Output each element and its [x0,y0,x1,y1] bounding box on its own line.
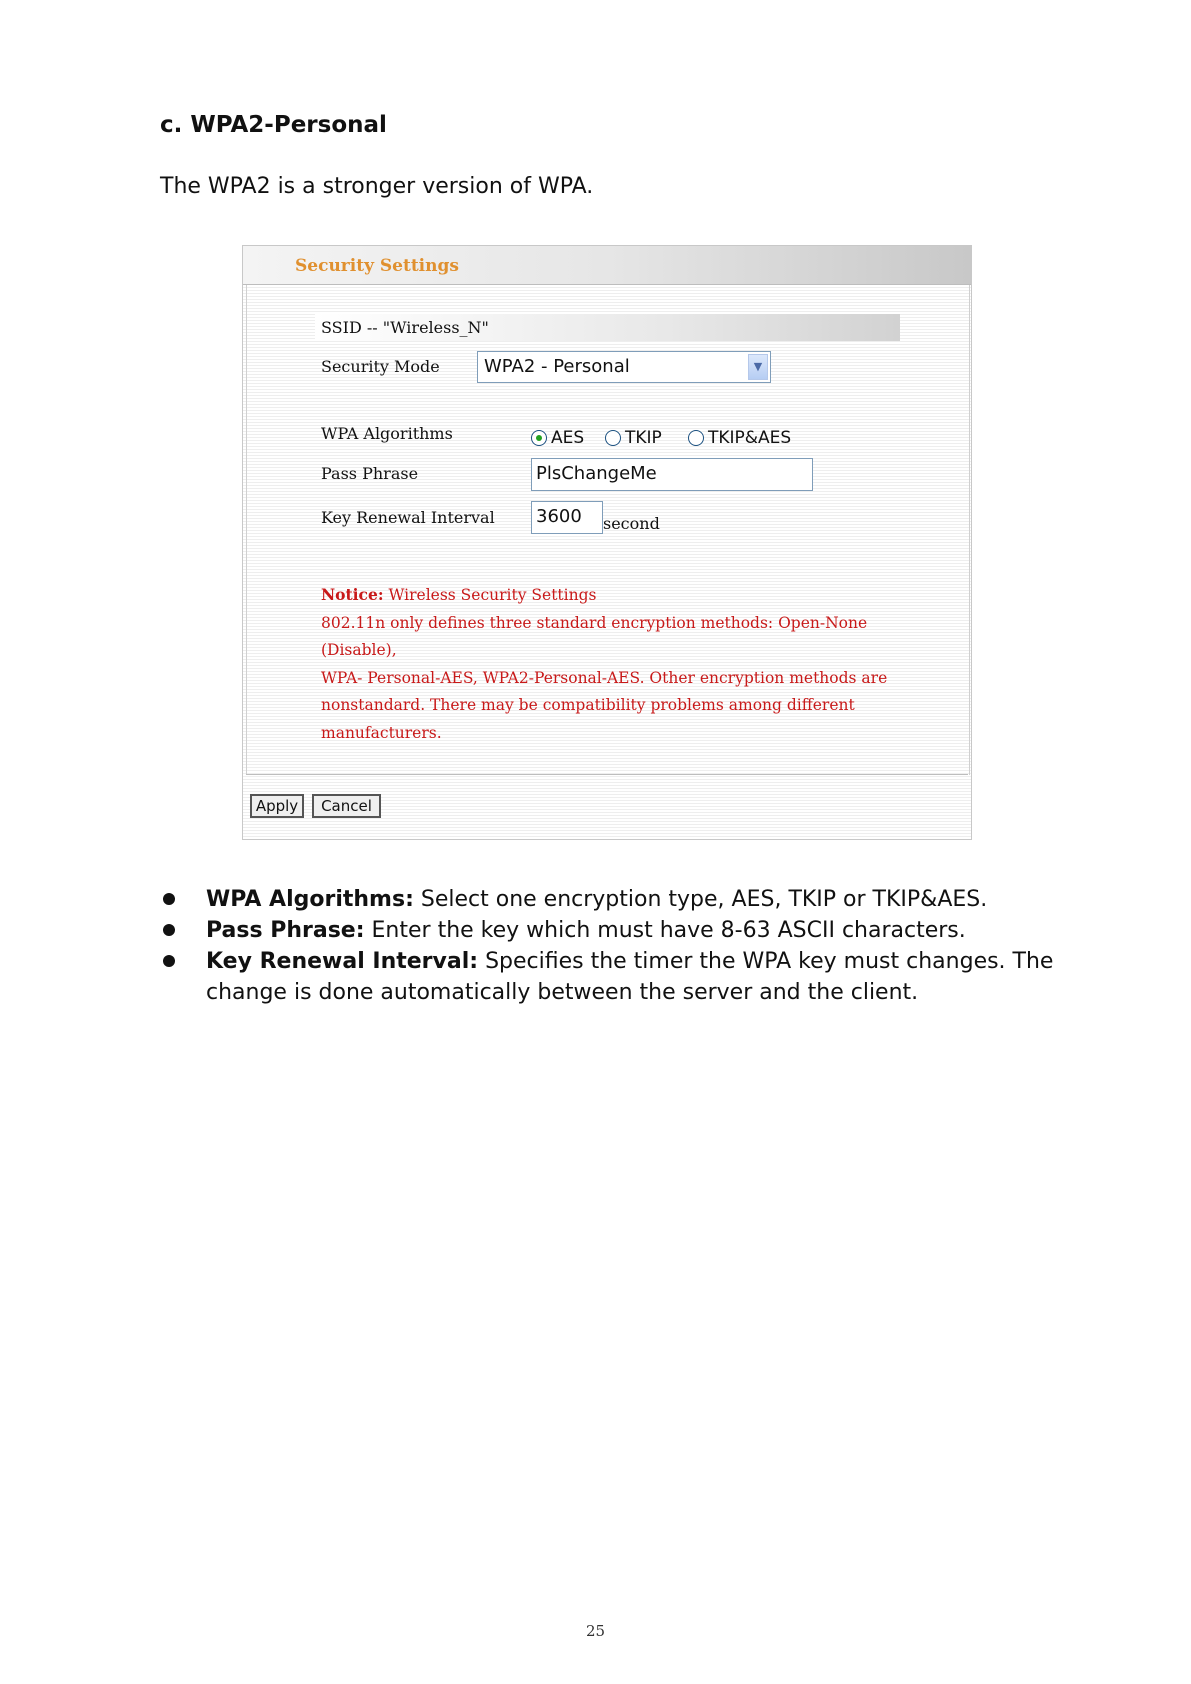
security-settings-title: Security Settings [295,256,459,276]
list-item [160,884,1060,915]
security-settings-screenshot [242,245,972,840]
radio-tkip-aes[interactable] [688,426,791,450]
bullet-icon [163,893,175,905]
security-mode-value: WPA2 - Personal [484,356,630,377]
key-renewal-input[interactable]: 3600 [531,501,603,534]
chevron-down-icon[interactable]: ▼ [748,354,768,380]
page-number: 25 [585,1622,606,1640]
radio-tkip-label: TKIP [625,428,662,448]
bullet-icon [163,924,175,936]
bullet-term: Key Renewal Interval: [206,949,479,974]
key-renewal-unit: second [603,514,660,533]
list-item [160,946,1060,1008]
bullet-text: Select one encryption type, AES, TKIP or TKIP&AES. [420,887,988,912]
bullet-text: Enter the key which must have 8-63 ASCII characters. [371,918,966,943]
notice-line: 802.11n only defines three standard encryption methods: Open-None (Disable), [321,613,868,659]
section-heading: c. WPA2-Personal [160,112,387,138]
bullet-term: WPA Algorithms: [206,887,414,912]
notice-block [321,581,901,747]
notice-line: WPA- Personal-AES, WPA2-Personal-AES. Other encryption methods are [321,668,888,687]
notice-line: nonstandard. There may be compatibility problems among different [321,696,855,714]
wpa-algorithms-label: WPA Algorithms [321,424,453,443]
cancel-button[interactable]: Cancel [312,794,381,818]
radio-selected-icon[interactable] [531,430,547,446]
bullet-term: Pass Phrase: [206,918,365,943]
key-renewal-label: Key Renewal Interval [321,508,495,527]
pass-phrase-label: Pass Phrase [321,464,419,483]
notice-line: manufacturers. [321,723,442,742]
divider [246,774,968,775]
title-bar [243,246,971,285]
list-item [160,915,1060,946]
pass-phrase-input[interactable]: PlsChangeMe [531,458,813,491]
radio-tkip[interactable] [605,426,662,450]
notice-label: Notice: [321,585,384,604]
intro-text: The WPA2 is a stronger version of WPA. [160,174,594,199]
radio-tkip-aes-label: TKIP&AES [708,428,792,448]
radio-aes-label: AES [551,428,585,448]
ssid-label: SSID -- "Wireless_N" [321,318,489,337]
bullet-text: Specifies the timer the WPA key must changes. The change is done automatically between the server and the client. [206,949,1054,1005]
radio-unselected-icon[interactable] [605,430,621,446]
security-mode-label: Security Mode [321,357,440,376]
radio-unselected-icon[interactable] [688,430,704,446]
bullet-list [160,884,1060,1008]
security-mode-select[interactable] [477,351,771,383]
apply-button[interactable]: Apply [250,794,304,818]
radio-aes[interactable] [531,426,584,450]
notice-title: Wireless Security Settings [388,586,597,604]
bullet-icon [163,955,175,967]
